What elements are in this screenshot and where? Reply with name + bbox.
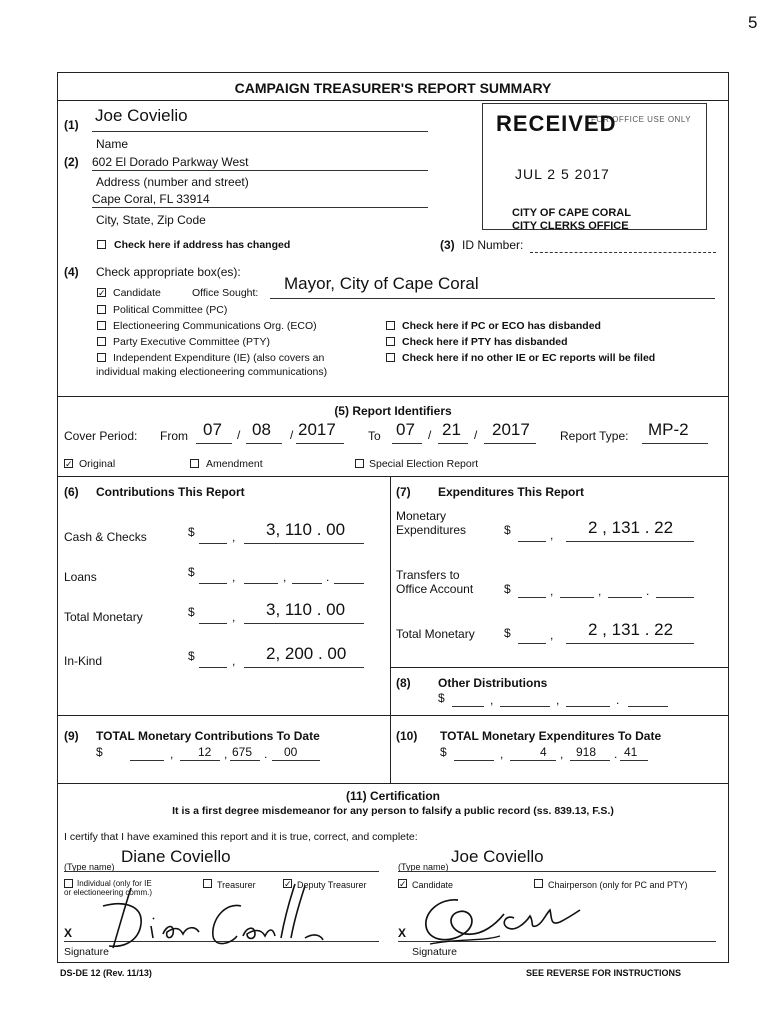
loans-comma-2: ,: [283, 570, 287, 584]
inkind-comma: ,: [232, 654, 236, 668]
monetary-exp-comma: ,: [550, 528, 554, 542]
sec2-number: (2): [64, 155, 79, 169]
other-dist-dot: .: [616, 693, 620, 707]
report-type-label: Report Type:: [560, 429, 629, 443]
sec7-8-divider: [390, 667, 729, 668]
pty-disbanded-label: Check here if PTY has disbanded: [402, 336, 568, 348]
amendment-label: Amendment: [206, 458, 263, 470]
original-label: Original: [79, 458, 116, 470]
sec10-currency: $: [440, 745, 447, 759]
sec10-hundreds: 918: [576, 745, 597, 759]
sec4-heading: Check appropriate box(es):: [96, 265, 241, 279]
ie-label-2: individual making electioneering communications): [96, 366, 328, 378]
office-underline: [270, 298, 715, 299]
monetary-exp-value: 2 , 131 . 22: [588, 518, 674, 537]
other-dist-comma-2: ,: [556, 693, 560, 707]
cert-candidate-checkbox[interactable]: ✓: [399, 879, 407, 889]
sec7-number: (7): [396, 485, 411, 499]
left-signature-label: Signature: [64, 946, 109, 958]
city-value: Cape Coral, FL 33914: [92, 192, 210, 206]
office-use-label: FOR OFFICE USE ONLY: [591, 115, 692, 124]
sec4-divider: [57, 396, 729, 397]
no-other-reports-label: Check here if no other IE or EC reports will be filed: [402, 352, 656, 364]
loans-dot: .: [326, 570, 330, 584]
sec10-comma-2: ,: [560, 747, 564, 761]
see-reverse-note: SEE REVERSE FOR INSTRUCTIONS: [526, 968, 682, 978]
special-election-checkbox[interactable]: [355, 459, 364, 468]
sec9-hundreds-line: [230, 760, 260, 761]
left-signer-name: Diane Coviello: [121, 847, 231, 866]
sec9-number: (9): [64, 729, 79, 743]
eco-checkbox[interactable]: [97, 321, 106, 330]
cash-value: 3, 110 . 00: [266, 520, 346, 539]
form-title: CAMPAIGN TREASURER'S REPORT SUMMARY: [234, 80, 552, 96]
sec9-cents-line: [272, 760, 320, 761]
loans-comma-1: ,: [232, 570, 236, 584]
monetary-exp-label-2: Expenditures: [396, 523, 467, 537]
loans-label: Loans: [64, 570, 97, 584]
pc-eco-disbanded-checkbox[interactable]: [386, 321, 395, 330]
individual-checkbox[interactable]: [64, 879, 73, 888]
sec7-heading: Expenditures This Report: [438, 485, 585, 499]
monetary-exp-millions-line: [518, 541, 546, 542]
sec10-cents-line: [620, 760, 648, 761]
sec8-heading: Other Distributions: [438, 676, 548, 690]
from-day: 08: [252, 420, 271, 439]
cash-value-line: [244, 543, 364, 544]
total-contrib-currency: $: [188, 605, 195, 619]
candidate-name-value: Joe Covielio: [95, 106, 188, 125]
total-contrib-comma: ,: [232, 610, 236, 624]
sec1-number: (1): [64, 118, 79, 132]
from-month-line: [196, 443, 232, 444]
sec5-heading: (5) Report Identifiers: [334, 404, 452, 418]
inkind-value-line: [244, 667, 364, 668]
office-sought-value: Mayor, City of Cape Coral: [284, 274, 479, 293]
to-day-line: [438, 443, 468, 444]
sec11-certify: I certify that I have examined this report and it is true, correct, and complete:: [64, 831, 418, 843]
to-slash-1: /: [428, 428, 432, 442]
from-slash-1: /: [237, 428, 241, 442]
sec9-cents: 00: [284, 745, 298, 759]
total-exp-label: Total Monetary: [396, 627, 475, 641]
no-other-reports-checkbox[interactable]: [386, 353, 395, 362]
sec10-millions-line: [454, 760, 494, 761]
sec9-comma-1: ,: [170, 747, 174, 761]
transfers-line-3: [608, 597, 642, 598]
stamp-city: CITY OF CAPE CORAL: [512, 207, 631, 219]
sec8-divider: [57, 715, 729, 716]
pc-label: Political Committee (PC): [113, 304, 228, 316]
id-number-field[interactable]: [530, 252, 716, 253]
sec6-heading: Contributions This Report: [96, 485, 245, 499]
transfers-label-1: Transfers to: [396, 568, 460, 582]
sec10-divider: [57, 783, 729, 784]
city-label: City, State, Zip Code: [96, 213, 206, 227]
sec10-thousands-line: [510, 760, 556, 761]
sec9-millions-line: [130, 760, 164, 761]
left-name-line: [64, 871, 379, 872]
ie-label-1: Independent Expenditure (IE) (also covers an: [113, 352, 325, 364]
right-signature-label: Signature: [412, 946, 457, 958]
total-exp-millions-line: [518, 643, 546, 644]
eco-label: Electioneering Communications Org. (ECO): [113, 320, 317, 332]
inkind-currency: $: [188, 649, 195, 663]
right-type-name-label: (Type name): [398, 862, 449, 872]
transfers-line-1: [518, 597, 546, 598]
original-checkbox[interactable]: ✓: [65, 459, 73, 469]
amendment-checkbox[interactable]: [190, 459, 199, 468]
total-exp-value-line: [566, 643, 694, 644]
sec9-dot: .: [264, 747, 268, 761]
right-name-line: [398, 871, 716, 872]
received-stamp-text: RECEIVED: [496, 111, 617, 136]
to-month-line: [392, 443, 422, 444]
sec9-thousands: 12: [198, 745, 212, 759]
sec9-10-divider: [390, 715, 391, 783]
total-contrib-label: Total Monetary: [64, 610, 143, 624]
right-signature-image: [410, 892, 590, 952]
city-underline: [92, 207, 428, 208]
total-exp-comma: ,: [550, 628, 554, 642]
to-year-line: [484, 443, 536, 444]
pc-checkbox[interactable]: [97, 305, 106, 314]
from-year-line: [296, 443, 344, 444]
sec10-heading: TOTAL Monetary Expenditures To Date: [440, 729, 662, 743]
from-year: 2017: [298, 420, 336, 439]
address-changed-checkbox[interactable]: [97, 240, 106, 249]
inkind-value: 2, 200 . 00: [266, 644, 347, 663]
loans-line-3: [292, 583, 322, 584]
id-number-label: ID Number:: [462, 238, 524, 252]
loans-line-4: [334, 583, 364, 584]
pty-label: Party Executive Committee (PTY): [113, 336, 270, 348]
total-contrib-millions-line: [199, 623, 227, 624]
pty-checkbox[interactable]: [97, 337, 106, 346]
street-value: 602 El Dorado Parkway West: [92, 155, 249, 169]
stamp-office: CITY CLERKS OFFICE: [512, 220, 629, 232]
pc-eco-disbanded-label: Check here if PC or ECO has disbanded: [402, 320, 601, 332]
name-underline: [92, 131, 428, 132]
left-signature-image: [95, 876, 335, 956]
form-id: DS-DE 12 (Rev. 11/13): [60, 968, 152, 978]
to-day: 21: [442, 420, 461, 439]
title-divider: [57, 100, 729, 101]
sec8-number: (8): [396, 676, 411, 690]
inkind-millions-line: [199, 667, 227, 668]
sec9-hundreds: 675: [232, 745, 253, 759]
left-x-mark: X: [64, 926, 73, 940]
cert-candidate-label: Candidate: [412, 880, 454, 890]
from-day-line: [246, 443, 282, 444]
cover-period-label: Cover Period:: [64, 429, 138, 443]
transfers-comma-2: ,: [598, 584, 602, 598]
report-type-line: [642, 443, 708, 444]
other-dist-line-1: [452, 706, 484, 707]
ie-checkbox[interactable]: [97, 353, 106, 362]
loans-line-2: [244, 583, 278, 584]
monetary-exp-currency: $: [504, 523, 511, 537]
right-x-mark: X: [398, 926, 407, 940]
sec11-warning: It is a first degree misdemeanor for any person to falsify a public record (ss. 839.13, F.S.): [172, 805, 614, 817]
sec6-number: (6): [64, 485, 79, 499]
to-year: 2017: [492, 420, 530, 439]
sec9-thousands-line: [180, 760, 220, 761]
cash-millions-line: [199, 543, 227, 544]
transfers-dot: .: [646, 584, 650, 598]
to-month: 07: [396, 420, 415, 439]
pty-disbanded-checkbox[interactable]: [386, 337, 395, 346]
sec9-currency: $: [96, 745, 103, 759]
from-slash-2: /: [290, 428, 294, 442]
sec10-dot: .: [614, 747, 618, 761]
candidate-checkbox[interactable]: ✓: [98, 288, 106, 298]
total-contrib-value-line: [244, 623, 364, 624]
transfers-currency: $: [504, 582, 511, 596]
sec10-cents: 41: [624, 745, 638, 759]
other-dist-currency: $: [438, 691, 445, 705]
right-signer-name: Joe Coviello: [451, 847, 544, 866]
sec6-7-divider: [390, 476, 391, 715]
sec10-thousands: 4: [540, 745, 547, 759]
name-label: Name: [96, 137, 129, 151]
to-slash-2: /: [474, 428, 478, 442]
street-label: Address (number and street): [96, 175, 249, 189]
address-changed-label: Check here if address has changed: [114, 239, 291, 251]
sec11-heading: (11) Certification: [345, 789, 441, 803]
from-month: 07: [203, 420, 222, 439]
deputy-treasurer-checkbox[interactable]: ✓: [284, 879, 292, 889]
other-dist-line-4: [628, 706, 668, 707]
cash-label: Cash & Checks: [64, 530, 147, 544]
total-contrib-value: 3, 110 . 00: [266, 600, 346, 619]
transfers-comma-1: ,: [550, 584, 554, 598]
office-sought-label: Office Sought:: [192, 287, 259, 299]
total-exp-currency: $: [504, 626, 511, 640]
monetary-exp-label-1: Monetary: [396, 509, 447, 523]
transfers-line-2: [560, 597, 594, 598]
from-label: From: [160, 429, 188, 443]
special-election-label: Special Election Report: [369, 458, 479, 470]
street-underline: [92, 170, 428, 171]
cash-currency: $: [188, 525, 195, 539]
sec3-number: (3): [440, 238, 455, 252]
left-type-name-label: (Type name): [64, 862, 115, 872]
sec4-number: (4): [64, 265, 79, 279]
treasurer-label: Treasurer: [217, 880, 256, 890]
sec5-divider: [57, 476, 729, 477]
total-exp-value: 2 , 131 . 22: [588, 620, 674, 639]
individual-label-2: or electioneering comm.): [64, 888, 153, 897]
sec10-comma-1: ,: [500, 747, 504, 761]
to-label: To: [368, 429, 381, 443]
chairperson-checkbox[interactable]: [534, 879, 543, 888]
sec10-number: (10): [396, 729, 418, 743]
sec9-comma-2: ,: [224, 747, 228, 761]
loans-currency: $: [188, 565, 195, 579]
other-dist-line-3: [566, 706, 610, 707]
sec10-hundreds-line: [570, 760, 610, 761]
individual-label-1: Individual (only for IE: [77, 879, 152, 888]
monetary-exp-value-line: [566, 541, 694, 542]
inkind-label: In-Kind: [64, 654, 103, 668]
loans-line-1: [199, 583, 227, 584]
corner-mark: 5: [748, 13, 758, 32]
chairperson-label: Chairperson (only for PC and PTY): [548, 880, 688, 890]
stamp-date: JUL 2 5 2017: [515, 166, 610, 182]
sec9-heading: TOTAL Monetary Contributions To Date: [96, 729, 320, 743]
report-type-value: MP-2: [648, 420, 689, 439]
deputy-treasurer-label: Deputy Treasurer: [297, 880, 367, 890]
other-dist-line-2: [500, 706, 550, 707]
candidate-label: Candidate: [113, 287, 161, 299]
transfers-line-4: [656, 597, 694, 598]
transfers-label-2: Office Account: [396, 582, 474, 596]
other-dist-comma-1: ,: [490, 693, 494, 707]
cash-comma: ,: [232, 530, 236, 544]
